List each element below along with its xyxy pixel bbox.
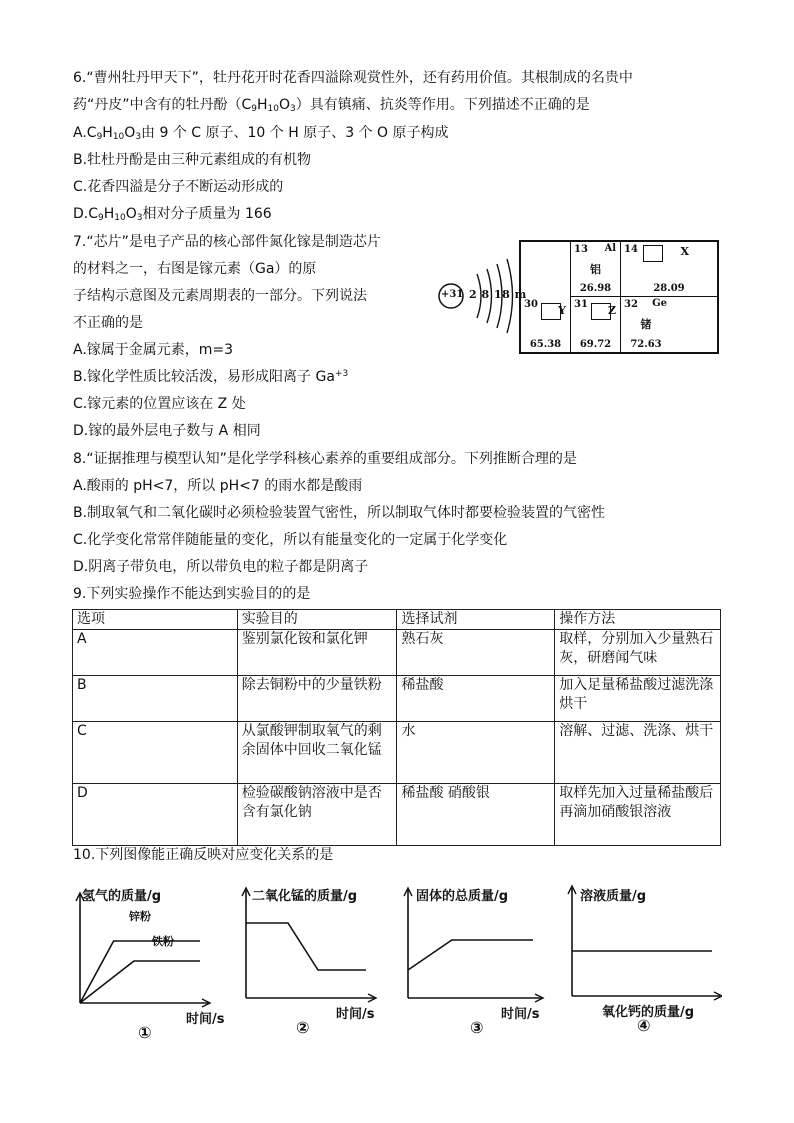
table-row [73, 784, 721, 846]
table-cell: 水 [397, 722, 555, 784]
chart-1-series-iron: 铁粉 [152, 935, 174, 948]
q7-stem-line1: 7.“芯片”是电子产品的核心部件氮化镓是制造芯片 [73, 234, 381, 250]
chart-1-xlabel: 时间/s [186, 1012, 225, 1027]
series-line-1 [80, 941, 200, 1003]
q6-option-a: $A.C_9H_{10}O_3$由 9 个 C 原子、10 个 H 原子、3 个 O 原子构成 [73, 125, 449, 142]
q7-option-a: A.镓属于金属元素，m=3 [73, 342, 234, 358]
cell-germanium: 32 Ge 锗 72.63 [624, 298, 667, 350]
q7-stem-line3: 子结构示意图及元素周期表的一部分。下列说法 [73, 288, 367, 304]
chart-3-number: ③ [470, 1018, 484, 1037]
table-cell: 除去铜粉中的少量铁粉 [237, 676, 397, 722]
q9-stem: 9.下列实验操作不能达到实验目的的是 [73, 586, 311, 602]
table-cell: 取样，分别加入少量熟石灰，研磨闻气味 [555, 630, 721, 676]
table-cell: 检验碳酸钠溶液中是否含有氯化钠 [237, 784, 397, 846]
electron-shells: 2 8 18 m [469, 288, 527, 301]
chart-1-number: ① [138, 1023, 152, 1042]
table-cell: B [73, 676, 238, 722]
empty-cell [521, 242, 571, 297]
q6-option-c: C.花香四溢是分子不断运动形成的 [73, 179, 284, 195]
q7-option-b: B.镓化学性质比较活泼，易形成阳离子 $Ga^{+3}$ [73, 369, 349, 385]
chart-2-number: ② [296, 1018, 310, 1037]
table-cell: 稀盐酸 [397, 676, 555, 722]
table-row [73, 630, 721, 676]
q6-option-b: B.牡杜丹酚是由三种元素组成的有机物 [73, 152, 312, 168]
q6-stem-line2: 药“丹皮”中含有的牡丹酚$(C_9H_{10}O_3)$具有镇痛、抗炎等作用。下列描述不正确的是 [73, 97, 590, 114]
symbol-box-x [643, 245, 663, 262]
chart-3-xlabel: 时间/s [501, 1007, 540, 1022]
table-cell: A [73, 630, 238, 676]
table-cell: 溶解、过滤、洗涤、烘干 [555, 722, 721, 784]
cell-z: 31 Z 69.72 [571, 297, 621, 352]
chart-2-xlabel: 时间/s [336, 1007, 375, 1022]
table-cell: 加入足量稀盐酸过滤洗涤烘干 [555, 676, 721, 722]
chart-4-ylabel: 溶液质量/g [580, 889, 647, 904]
header-method: 操作方法 [555, 610, 721, 630]
q8-option-c: C.化学变化常常伴随能量的变化，所以有能量变化的一定属于化学变化 [73, 532, 508, 548]
q7-figure [437, 236, 721, 358]
table-header-row [73, 610, 721, 630]
header-option: 选项 [73, 610, 238, 630]
series-line-1 [246, 923, 366, 970]
q7-stem-line2: 的材料之一，右图是镓元素（Ga）的原 [73, 261, 317, 277]
table-row [73, 722, 721, 784]
q8-option-d: D.阴离子带负电，所以带负电的粒子都是阴离子 [73, 559, 369, 575]
q7-option-c: C.镓元素的位置应该在 Z 处 [73, 396, 246, 412]
q7-option-d: D.镓的最外层电子数与 A 相同 [73, 423, 261, 439]
periodic-table-fragment [519, 240, 719, 354]
gallium-atom-structure [437, 236, 527, 358]
cell-y: 30 Y 65.38 [521, 297, 571, 352]
q9-table [72, 609, 721, 846]
q6-stem-line1: 6.“曹州牡丹甲天下”，牡丹花开时花香四溢除观赏性外，还有药用价值。其根制成的名贵中 [73, 70, 633, 86]
table-cell: 取样先加入过量稀盐酸后再滴加硝酸银溶液 [555, 784, 721, 846]
q6-option-d: $D.C_9H_{10}O_3$相对分子质量为 166 [73, 206, 272, 223]
chart-2-ylabel: 二氧化锰的质量/g [252, 889, 358, 904]
chart-2 [236, 873, 401, 1045]
series-line-1 [408, 940, 533, 970]
table-cell: 稀盐酸 硝酸银 [397, 784, 555, 846]
q8-option-a: A.酸雨的 pH<7，所以 pH<7 的雨水都是酸雨 [73, 478, 363, 494]
series-line-2 [80, 961, 200, 1003]
q10-stem: 10.下列图像能正确反映对应变化关系的是 [73, 847, 334, 863]
chart-4-xlabel: 氧化钙的质量/g [602, 1005, 695, 1020]
q8-option-b: B.制取氧气和二氧化碳时必须检验装置气密性，所以制取气体时都要检验装置的气密性 [73, 505, 606, 521]
header-reagent: 选择试剂 [397, 610, 555, 630]
chart-3-ylabel: 固体的总质量/g [416, 889, 509, 904]
table-cell: 熟石灰 [397, 630, 555, 676]
header-purpose: 实验目的 [237, 610, 397, 630]
chart-1-series-zinc: 锌粉 [129, 910, 151, 923]
chart-1 [66, 873, 231, 1045]
cell-aluminum: 13 Al 铝 26.98 [571, 242, 621, 297]
q8-stem: 8.“证据推理与模型认知”是化学学科核心素养的重要组成部分。下列推断合理的是 [73, 451, 577, 467]
cell-x: 14 X 28.09 [621, 242, 717, 297]
table-cell: C [73, 722, 238, 784]
chart-3 [398, 873, 563, 1045]
table-cell: 鉴别氯化铵和氯化钾 [237, 630, 397, 676]
table-cell: D [73, 784, 238, 846]
chart-4 [562, 873, 722, 1045]
chart-1-ylabel: 氢气的质量/g [82, 889, 162, 904]
nucleus-charge: +31 [441, 289, 464, 300]
table-row [73, 676, 721, 722]
q7-stem-line4: 不正确的是 [73, 315, 143, 331]
chart-4-number: ④ [637, 1016, 651, 1035]
table-cell: 从氯酸钾制取氧气的剩余固体中回收二氧化锰 [237, 722, 397, 784]
